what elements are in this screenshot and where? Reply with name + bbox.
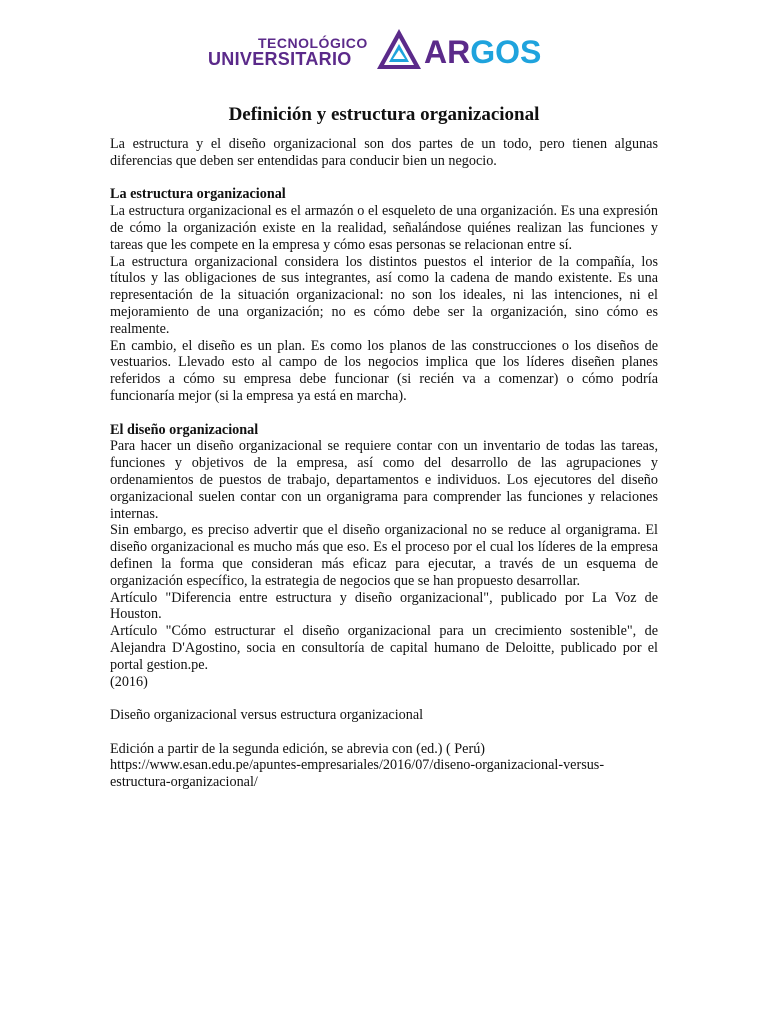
- intro-paragraph: La estructura y el diseño organizacional son dos partes de un todo, pero tienen algunas diferencias que deben ser entendidas para conducir bien un negocio.: [110, 136, 658, 169]
- paragraph: La estructura organizacional es el armazón o el esqueleto de una organización. Es una expresión de cómo la organización existe en la realidad, señalándose quiénes realizan las funciones y tareas que les compete en la empresa y cómo esas personas se relacionan entre sí.: [110, 203, 658, 253]
- logo-brand-part2: GOS: [470, 34, 542, 70]
- section-heading-estructura: La estructura organizacional: [110, 186, 286, 203]
- document-body: [110, 136, 658, 791]
- paragraph: Artículo "Cómo estructurar el diseño organizacional para un crecimiento sostenible", de Alejandra D'Agostino, socia en consultoría de capital humano de Deloitte, publicado por el portal gestion.pe.: [110, 623, 658, 673]
- source-title: Diseño organizacional versus estructura organizacional: [110, 707, 424, 724]
- paragraph: En cambio, el diseño es un plan. Es como los planos de las construcciones o los diseños de vestuarios. Llevado esto al campo de los negocios implica que los líderes diseñen planes referidos a cómo su empresa debe funcionar (si recién va a comenzar) o cómo podría funcionaría mejor (si la empresa ya está en marcha).: [110, 337, 658, 404]
- logo-line-tecnologico: TECNOLÓGICO: [258, 35, 368, 51]
- section-heading-diseno: El diseño organizacional: [110, 421, 259, 438]
- paragraph: Sin embargo, es preciso advertir que el diseño organizacional no se reduce al organigrama. El diseño organizacional es mucho más que eso. Es el proceso por el cual los líderes de la empresa definen la forma que consideran más eficaz para ejecutar, a través de un esquema de organización específico, la estrategia de negocios que se han propuesto desarrollar.: [110, 522, 658, 589]
- triangle-logo-icon: [376, 28, 422, 70]
- document-title: Definición y estructura organizacional: [228, 104, 540, 125]
- logo-line-universitario: UNIVERSITARIO: [208, 49, 352, 69]
- paragraph: Artículo "Diferencia entre estructura y diseño organizacional", publicado por La Voz de Houston.: [110, 589, 658, 623]
- paragraph: La estructura organizacional considera los distintos puestos el interior de la compañía, los títulos y las obligaciones de sus integrantes, así como la cadena de mando existente. Es una representación de la situación organizacional: no son los ideales, ni las intenciones, ni el mejoramiento de una organización; no es cómo debe ser la organización, sino cómo es realmente.: [110, 253, 658, 337]
- institution-logo: [206, 28, 558, 70]
- source-url-line1: https://www.esan.edu.pe/apuntes-empresariales/2016/07/diseno-organizacional-versus-: [110, 757, 605, 774]
- paragraph: Para hacer un diseño organizacional se requiere contar con un inventario de todas las tareas, funciones y objetivos de la empresa, así como del desarrollo de las agrupaciones y ordenamientos de puestos de trabajo, departamentos e individuos. Los ejecutores del diseño organizacional suelen contar con un organigrama para comprender las funciones y relaciones internas.: [110, 438, 658, 522]
- logo-brand-name: [424, 36, 541, 68]
- logo-brand-part1: AR: [424, 34, 471, 70]
- source-url-line2: estructura-organizacional/: [110, 774, 258, 791]
- year-note: (2016): [110, 673, 148, 690]
- edition-note: Edición a partir de la segunda edición, se abrevia con (ed.) ( Perú): [110, 740, 486, 757]
